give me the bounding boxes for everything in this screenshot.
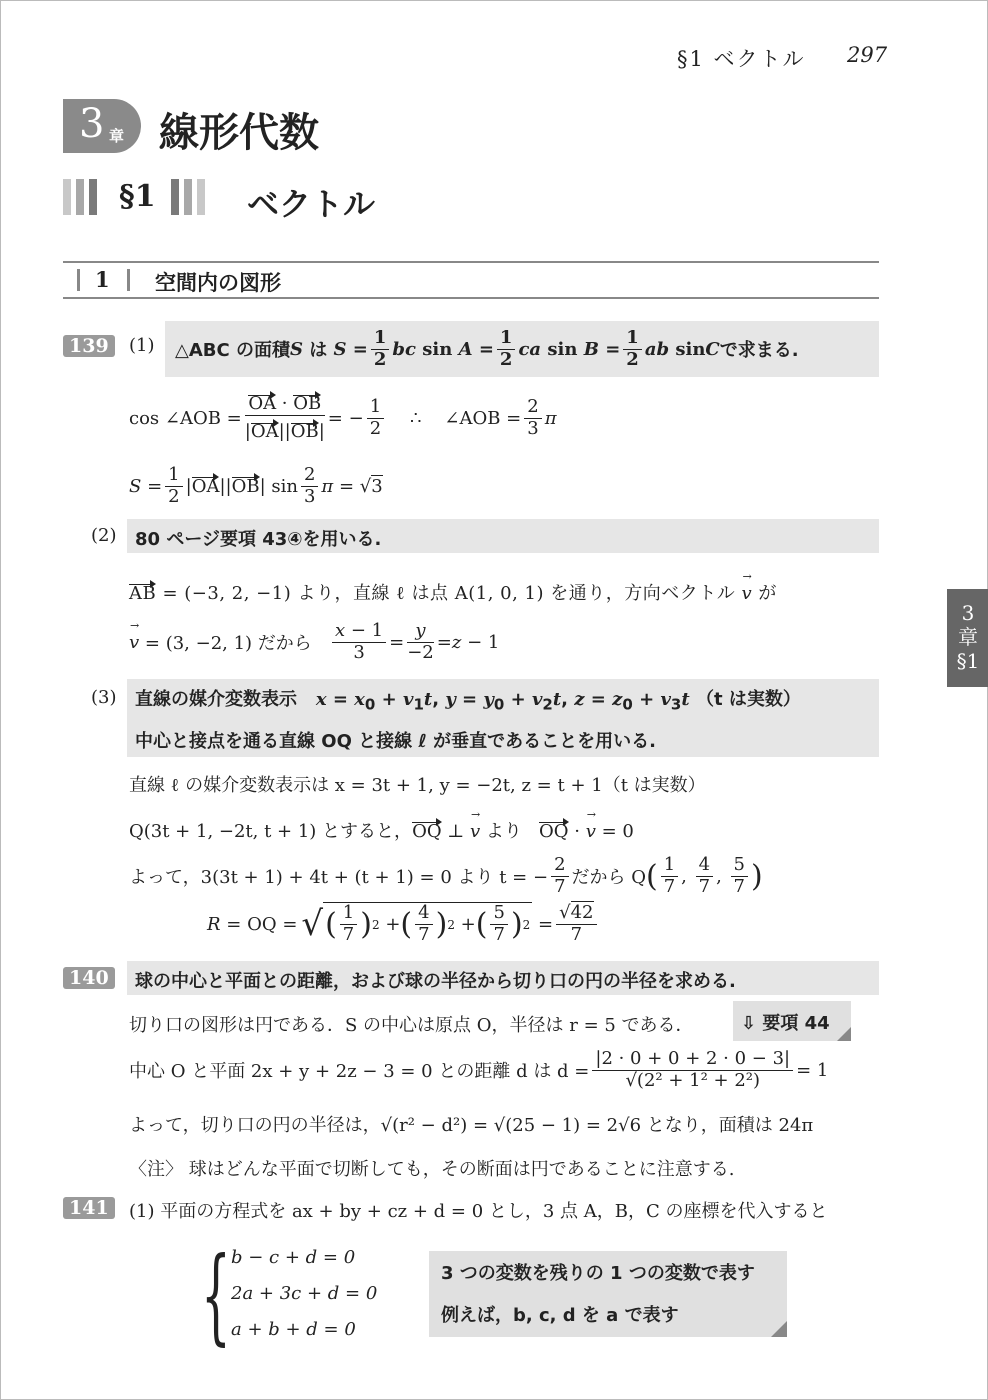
p141-hint-corner <box>771 1321 787 1337</box>
p140-hint: 球の中心と平面との距離，および球の半径から切り口の円の半径を求める. <box>135 971 736 992</box>
p139-part1-label: (1) <box>129 335 155 356</box>
subsection-title: 空間内の図形 <box>155 271 281 295</box>
p141-line1: (1) 平面の方程式を ax + by + cz + d = 0 とし，3 点 A，B，C の座標を代入すると <box>129 1201 828 1222</box>
p139-area-equation: S = $\frac{1}{2}$ | OA || OB | sin $\frac{2}{3}$ π = √ 3 <box>129 463 383 507</box>
running-header-section: §1 ベクトル <box>677 47 806 71</box>
chapter-badge <box>63 99 141 153</box>
subsection-bar-2 <box>127 269 130 291</box>
p139-part2-line2-mid: = (3, −2, 1) だから <box>144 633 312 654</box>
p139-part3-hint1-note: （t は実数） <box>695 689 801 710</box>
p139-part1-hint: △ABC の面積 S は S = $\frac{1}{2}$ bc sin A = $\frac{1}{2}$ ca sin B = $\frac{1}{2}$ ab sin C で求まる. <box>175 326 799 370</box>
p139-part3-line2: Q(3t + 1, −2t, t + 1) とすると，OQ ⊥ v → より OQ · v → = 0 <box>129 817 634 843</box>
p139-part3-line3-pre: よって，3(3t + 1) + 4t + (t + 1) = 0 より t = − <box>129 867 549 888</box>
p139-part3-line2-pre: Q(3t + 1, −2t, t + 1) とすると， <box>129 821 413 842</box>
p139-part3-line3-mid: だから Q <box>571 867 646 888</box>
problem-number-140: 140 <box>63 967 115 989</box>
p140-line2-den: √(2² + 1² + 2²) <box>625 1069 761 1091</box>
side-tab-unit: 章 <box>958 625 978 649</box>
p140-line2-pre: 中心 O と平面 2x + y + 2z − 3 = 0 との距離 d は d = <box>129 1061 590 1082</box>
p139-part3-label: (3) <box>91 687 117 708</box>
p140-line2 <box>129 1045 828 1095</box>
chapter-unit: 章 <box>109 127 125 145</box>
p140-line1: 切り口の図形は円である．S の中心は原点 O，半径は r = 5 である． <box>129 1015 694 1036</box>
p139-part1-hint-post: で求まる. <box>719 340 799 361</box>
side-tab-section: §1 <box>956 649 980 673</box>
section-title: ベクトル <box>247 185 376 223</box>
section-label: §1 <box>119 179 156 214</box>
p141-eq3: a + b + d = 0 <box>231 1319 356 1340</box>
side-tab <box>947 589 988 687</box>
section-bars-left <box>63 179 111 215</box>
p139-part2-line1-mid: = (−3, 2, −1) より，直線 ℓ は点 A(1, 0, 1) を通り，方向ベクトル <box>162 583 736 604</box>
p140-line2-post: = 1 <box>796 1059 829 1081</box>
p139-part2-hint: 80 ページ要項 43④を用いる. <box>135 529 382 550</box>
p141-eq2: 2a + 3c + d = 0 <box>231 1283 378 1304</box>
p139-part2-label: (2) <box>91 525 117 546</box>
p140-line2-num: |2 · 0 + 0 + 2 · 0 − 3| <box>592 1049 793 1071</box>
p140-line3-mid: √(r² − d²) = √(25 − 1) = 2√6 <box>380 1115 642 1136</box>
p140-ref: ⇩ 要項 44 <box>741 1013 830 1034</box>
p141-eq1: b − c + d = 0 <box>231 1247 356 1268</box>
p139-part2-line1-end: が <box>758 583 777 604</box>
p140-line3-post: となり，面積は 24π <box>646 1115 814 1136</box>
p139-cos-equation: cos ∠AOB = $\frac{OA \cdot OB}{|OA||OB|}$ = − $\frac{1}{2}$ ∴ ∠AOB = $\frac{2}{3}$ π <box>129 392 557 442</box>
p140-line3 <box>129 1111 813 1137</box>
p139-part2-line1: AB = (−3, 2, −1) より，直線 ℓ は点 A(1, 0, 1) を通り，方向ベクトル v → が <box>129 579 777 605</box>
subsection-bar-1 <box>77 269 80 291</box>
p140-ref-corner <box>837 1027 851 1041</box>
p139-part3-radius: R = OQ = √ ( $\frac{1}{7}$ ) 2 + ( $\frac{4}{7}$ ) 2 + ( $\frac{5}{7}$ ) 2 = $\frac{√42}{7}$ <box>207 897 600 951</box>
p139-part1-hint-pre: △ABC の面積 <box>175 340 290 361</box>
chapter-number: 3 <box>79 101 105 147</box>
p139-part3-hint2: 中心と接点を通る直線 OQ と接線 ℓ が垂直であることを用いる. <box>135 731 656 752</box>
p140-line3-pre: よって，切り口の円の半径は， <box>129 1115 381 1136</box>
p140-note: 〈注〉 球はどんな平面で切断しても，その断面は円であることに注意する. <box>129 1159 735 1180</box>
side-tab-chapter: 3 <box>961 601 975 625</box>
p141-hint1: 3 つの変数を残りの 1 つの変数で表す <box>441 1263 755 1284</box>
subsection-number: 1 <box>95 267 110 292</box>
subsection-rule-bottom <box>63 297 879 299</box>
problem-number-139: 139 <box>63 335 115 357</box>
p139-part2-line2: v → = (3, −2, 1) だから $\frac{x - 1}{3}$ = $\frac{y}{-2}$ = z − 1 <box>129 617 499 667</box>
p141-brace: { <box>201 1234 231 1356</box>
problem-number-141: 141 <box>63 1197 115 1219</box>
p139-part3-line3: よって，3(3t + 1) + 4t + (t + 1) = 0 より t = − $\frac{2}{7}$ だから Q ( $\frac{1}{7}$ , $\frac{4}{7}$ , $\frac{5}{7}$ ) <box>129 853 763 897</box>
page-number: 297 <box>847 43 888 67</box>
chapter-title: 線形代数 <box>159 110 319 156</box>
p139-part3-hint1-pre: 直線の媒介変数表示 <box>135 689 297 710</box>
p139-part3-line2-post: より <box>485 821 522 842</box>
subsection-rule-top <box>63 261 879 263</box>
p139-part3-line1: 直線 ℓ の媒介変数表示は x = 3t + 1, y = −2t, z = t + 1（t は実数） <box>129 775 706 796</box>
section-bars-right <box>171 179 219 215</box>
p139-part3-hint1: 直線の媒介変数表示 $x = x_0 + v_1t$, $y = y_0 + v_2t$, $z = z_0 + v_3t$ （t は実数） <box>135 689 801 714</box>
p141-hint2: 例えば，b, c, d を a で表す <box>441 1305 679 1326</box>
